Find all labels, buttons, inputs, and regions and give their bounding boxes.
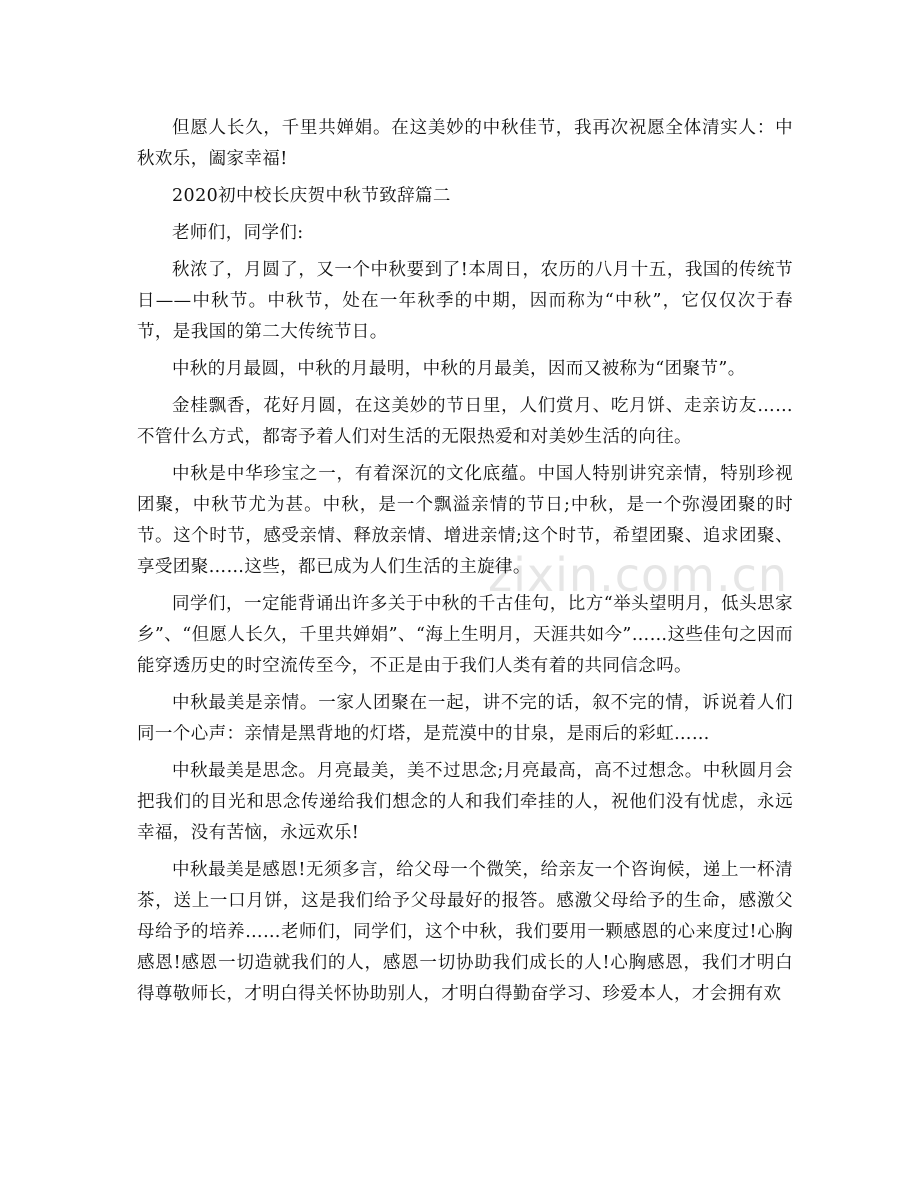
watermark: zixin.com.cn [488, 548, 789, 602]
paragraph-intro: 秋浓了，月圆了，又一个中秋要到了!本周日，农历的八月十五，我国的传统节日——中秋节。中秋节，处在一年秋季的中期，因而称为“中秋”，它仅仅次于春节，是我国的第二大传统节日。 [137, 260, 793, 342]
paragraph-gratitude: 中秋最美是感恩!无须多言，给父母一个微笑，给亲友一个咨询候，递上一杯清茶，送上一口月饼，这是我们给予父母最好的报答。感激父母给予的生命，感激父母给予的培养……老师们，同学们，这个中秋，我们要用一颗感恩的心来度过!心胸感恩!感恩一切造就我们的人，感恩一切协助我们成长的人!心胸感恩，我们才明白得尊敬师长，才明白得关怀协助别人，才明白得勤奋学习、珍爱本人，才会拥有欢 [137, 860, 793, 1004]
paragraph-closing-wish: 但愿人长久，千里共婵娟。在这美妙的中秋佳节，我再次祝愿全体清实人：中秋欢乐，阖家幸福! [137, 118, 793, 169]
paragraph-customs: 金桂飘香，花好月圆，在这美妙的节日里，人们赏月、吃月饼、走亲访友……不管什么方式，都寄予着人们对生活的无限热爱和对美妙生活的向往。 [137, 396, 793, 447]
paragraph-poems: 同学们，一定能背诵出许多关于中秋的千古佳句，比方“举头望明月，低头思家乡”、“但愿人长久，千里共婵娟”、“海上生明月，天涯共如今”……这些佳句之因而能穿透历史的时空流传至今，不正是由于我们人类有着的共同信念吗。 [137, 594, 793, 676]
paragraph-family-love: 中秋最美是亲情。一家人团聚在一起，讲不完的话，叙不完的情，诉说着人们同一个心声：亲情是黑背地的灯塔，是荒漠中的甘泉，是雨后的彩虹…… [137, 693, 793, 744]
paragraph-culture: 中秋是中华珍宝之一，有着深沉的文化底蕴。中国人特别讲究亲情，特别珍视团聚，中秋节尤为甚。中秋，是一个飘溢亲情的节日;中秋，是一个弥漫团聚的时节。这个时节，感受亲情、释放亲情、增进亲情;这个时节，希望团聚、追求团聚、享受团聚……这些，都已成为人们生活的主旋律。 [137, 464, 793, 577]
document-body [137, 113, 793, 1016]
paragraph-reunion-festival: 中秋的月最圆，中秋的月最明，中秋的月最美，因而又被称为“团聚节”。 [172, 359, 746, 379]
paragraph-greeting: 老师们，同学们: [172, 223, 304, 243]
paragraph-longing: 中秋最美是思念。月亮最美，美不过思念;月亮最高，高不过想念。中秋圆月会把我们的目光和思念传递给我们想念的人和我们牵挂的人，祝他们没有忧虑，永远幸福，没有苦恼，永远欢乐! [137, 761, 793, 843]
section-heading: 2020初中校长庆贺中秋节致辞篇二 [172, 186, 451, 206]
